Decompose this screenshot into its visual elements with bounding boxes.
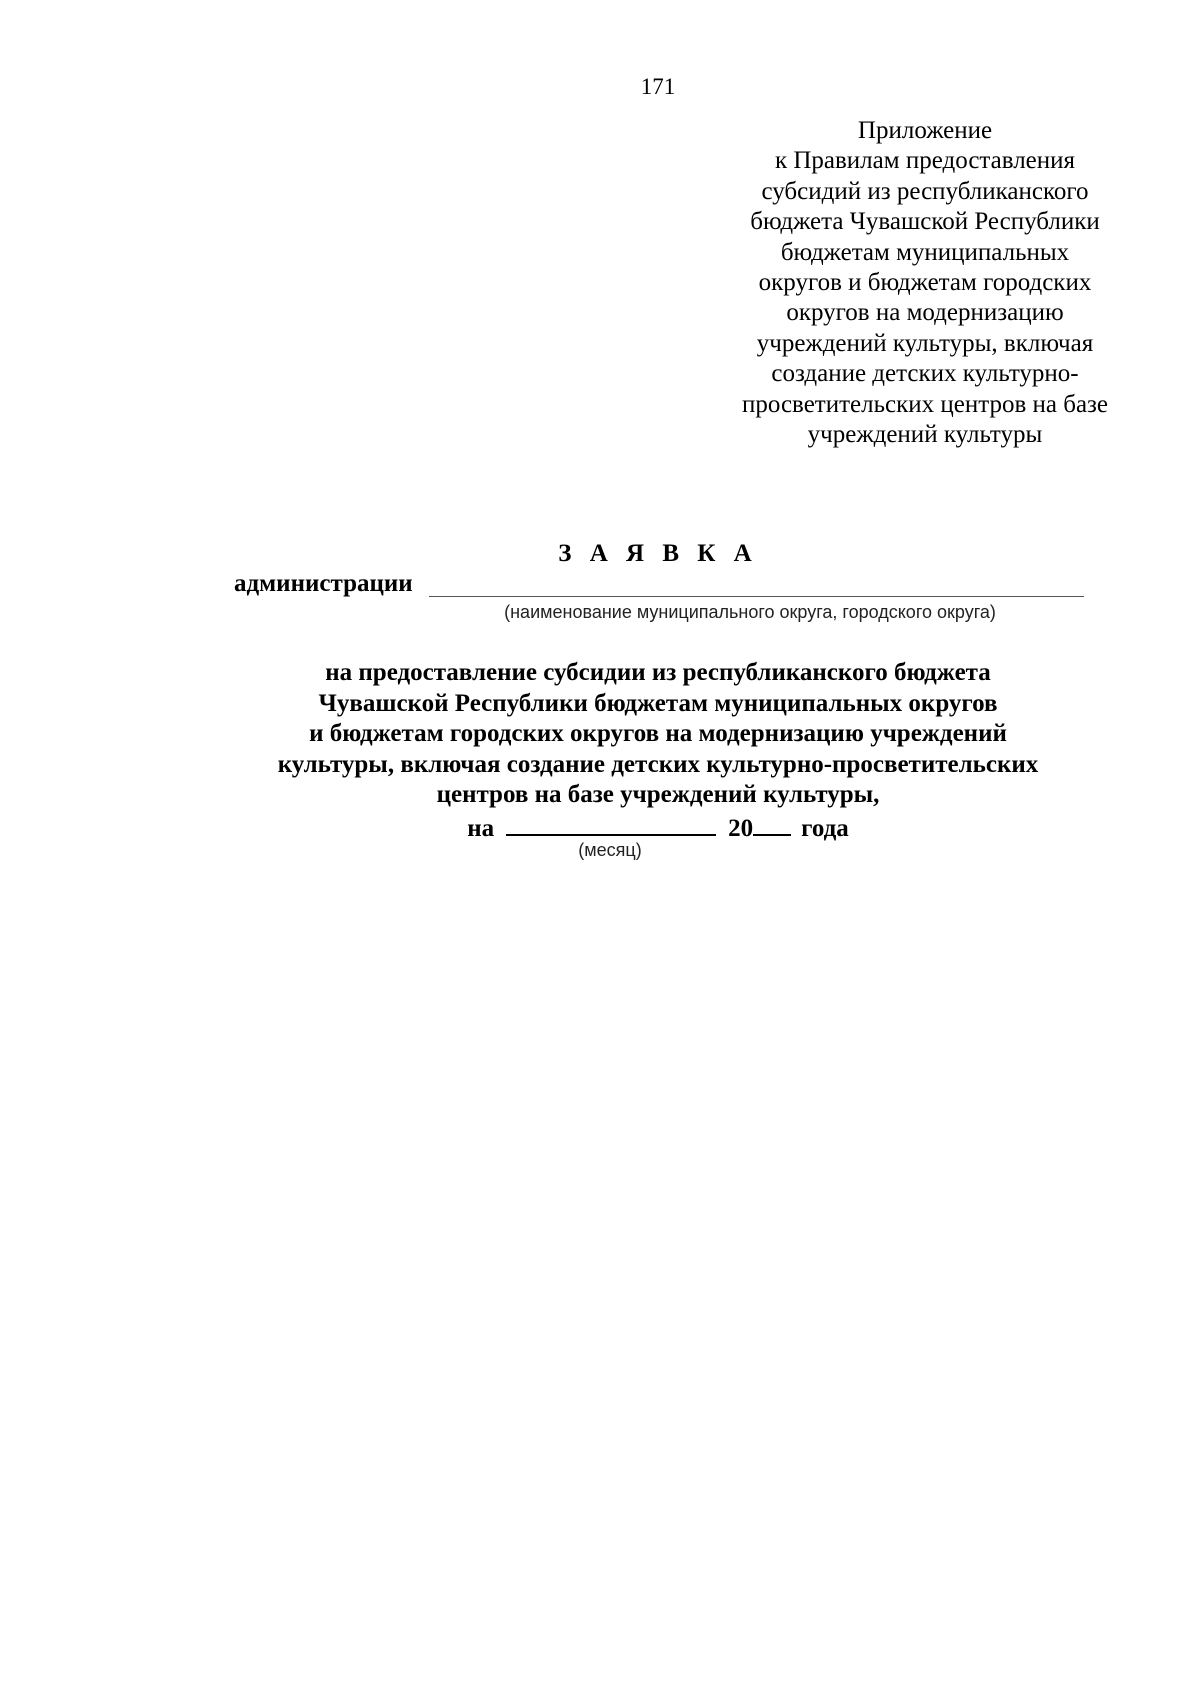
appendix-line: бюджетам муниципальных bbox=[780, 238, 1070, 266]
purpose-line: на предоставление субсидии из республиканского бюджета bbox=[325, 659, 991, 686]
appendix-line: округов и бюджетам городских bbox=[758, 269, 1092, 297]
month-field[interactable] bbox=[506, 810, 716, 836]
appendix-block bbox=[725, 116, 1125, 450]
purpose-line: и бюджетам городских округов на модернизацию учреждений bbox=[309, 720, 1007, 747]
administration-row bbox=[234, 570, 1084, 602]
year-prefix: 20 bbox=[728, 815, 754, 842]
month-hint: (месяц) bbox=[578, 840, 642, 860]
appendix-line: просветительских центров на базе bbox=[741, 390, 1109, 418]
appendix-line: субсидий из республиканского bbox=[761, 177, 1089, 205]
period-suffix: года bbox=[801, 815, 849, 842]
administration-hint: (наименование муниципального округа, городского округа) bbox=[504, 602, 996, 622]
page-number: 171 bbox=[640, 74, 676, 99]
appendix-line: учреждений культуры, включая bbox=[756, 329, 1094, 357]
appendix-line: учреждений культуры bbox=[807, 421, 1043, 449]
period-prefix: на bbox=[467, 815, 495, 842]
administration-label: администрации bbox=[234, 570, 413, 597]
purpose-block bbox=[0, 658, 1200, 811]
period-row bbox=[0, 810, 1200, 843]
purpose-line: центров на базе учреждений культуры, bbox=[436, 781, 880, 808]
purpose-line: культуры, включая создание детских культурно-просветительских bbox=[277, 750, 1039, 778]
year-field[interactable] bbox=[753, 810, 791, 836]
appendix-line: создание детских культурно- bbox=[771, 360, 1079, 388]
appendix-line: бюджета Чувашской Республики bbox=[750, 208, 1100, 236]
appendix-line: к Правилам предоставления bbox=[774, 147, 1076, 175]
appendix-line: округов на модернизацию bbox=[786, 299, 1064, 327]
purpose-line: Чувашской Республики бюджетам муниципальных округов bbox=[318, 689, 998, 717]
appendix-line: Приложение bbox=[857, 117, 993, 144]
document-title: З А Я В К А bbox=[558, 540, 758, 567]
administration-name-field[interactable] bbox=[429, 596, 1084, 597]
